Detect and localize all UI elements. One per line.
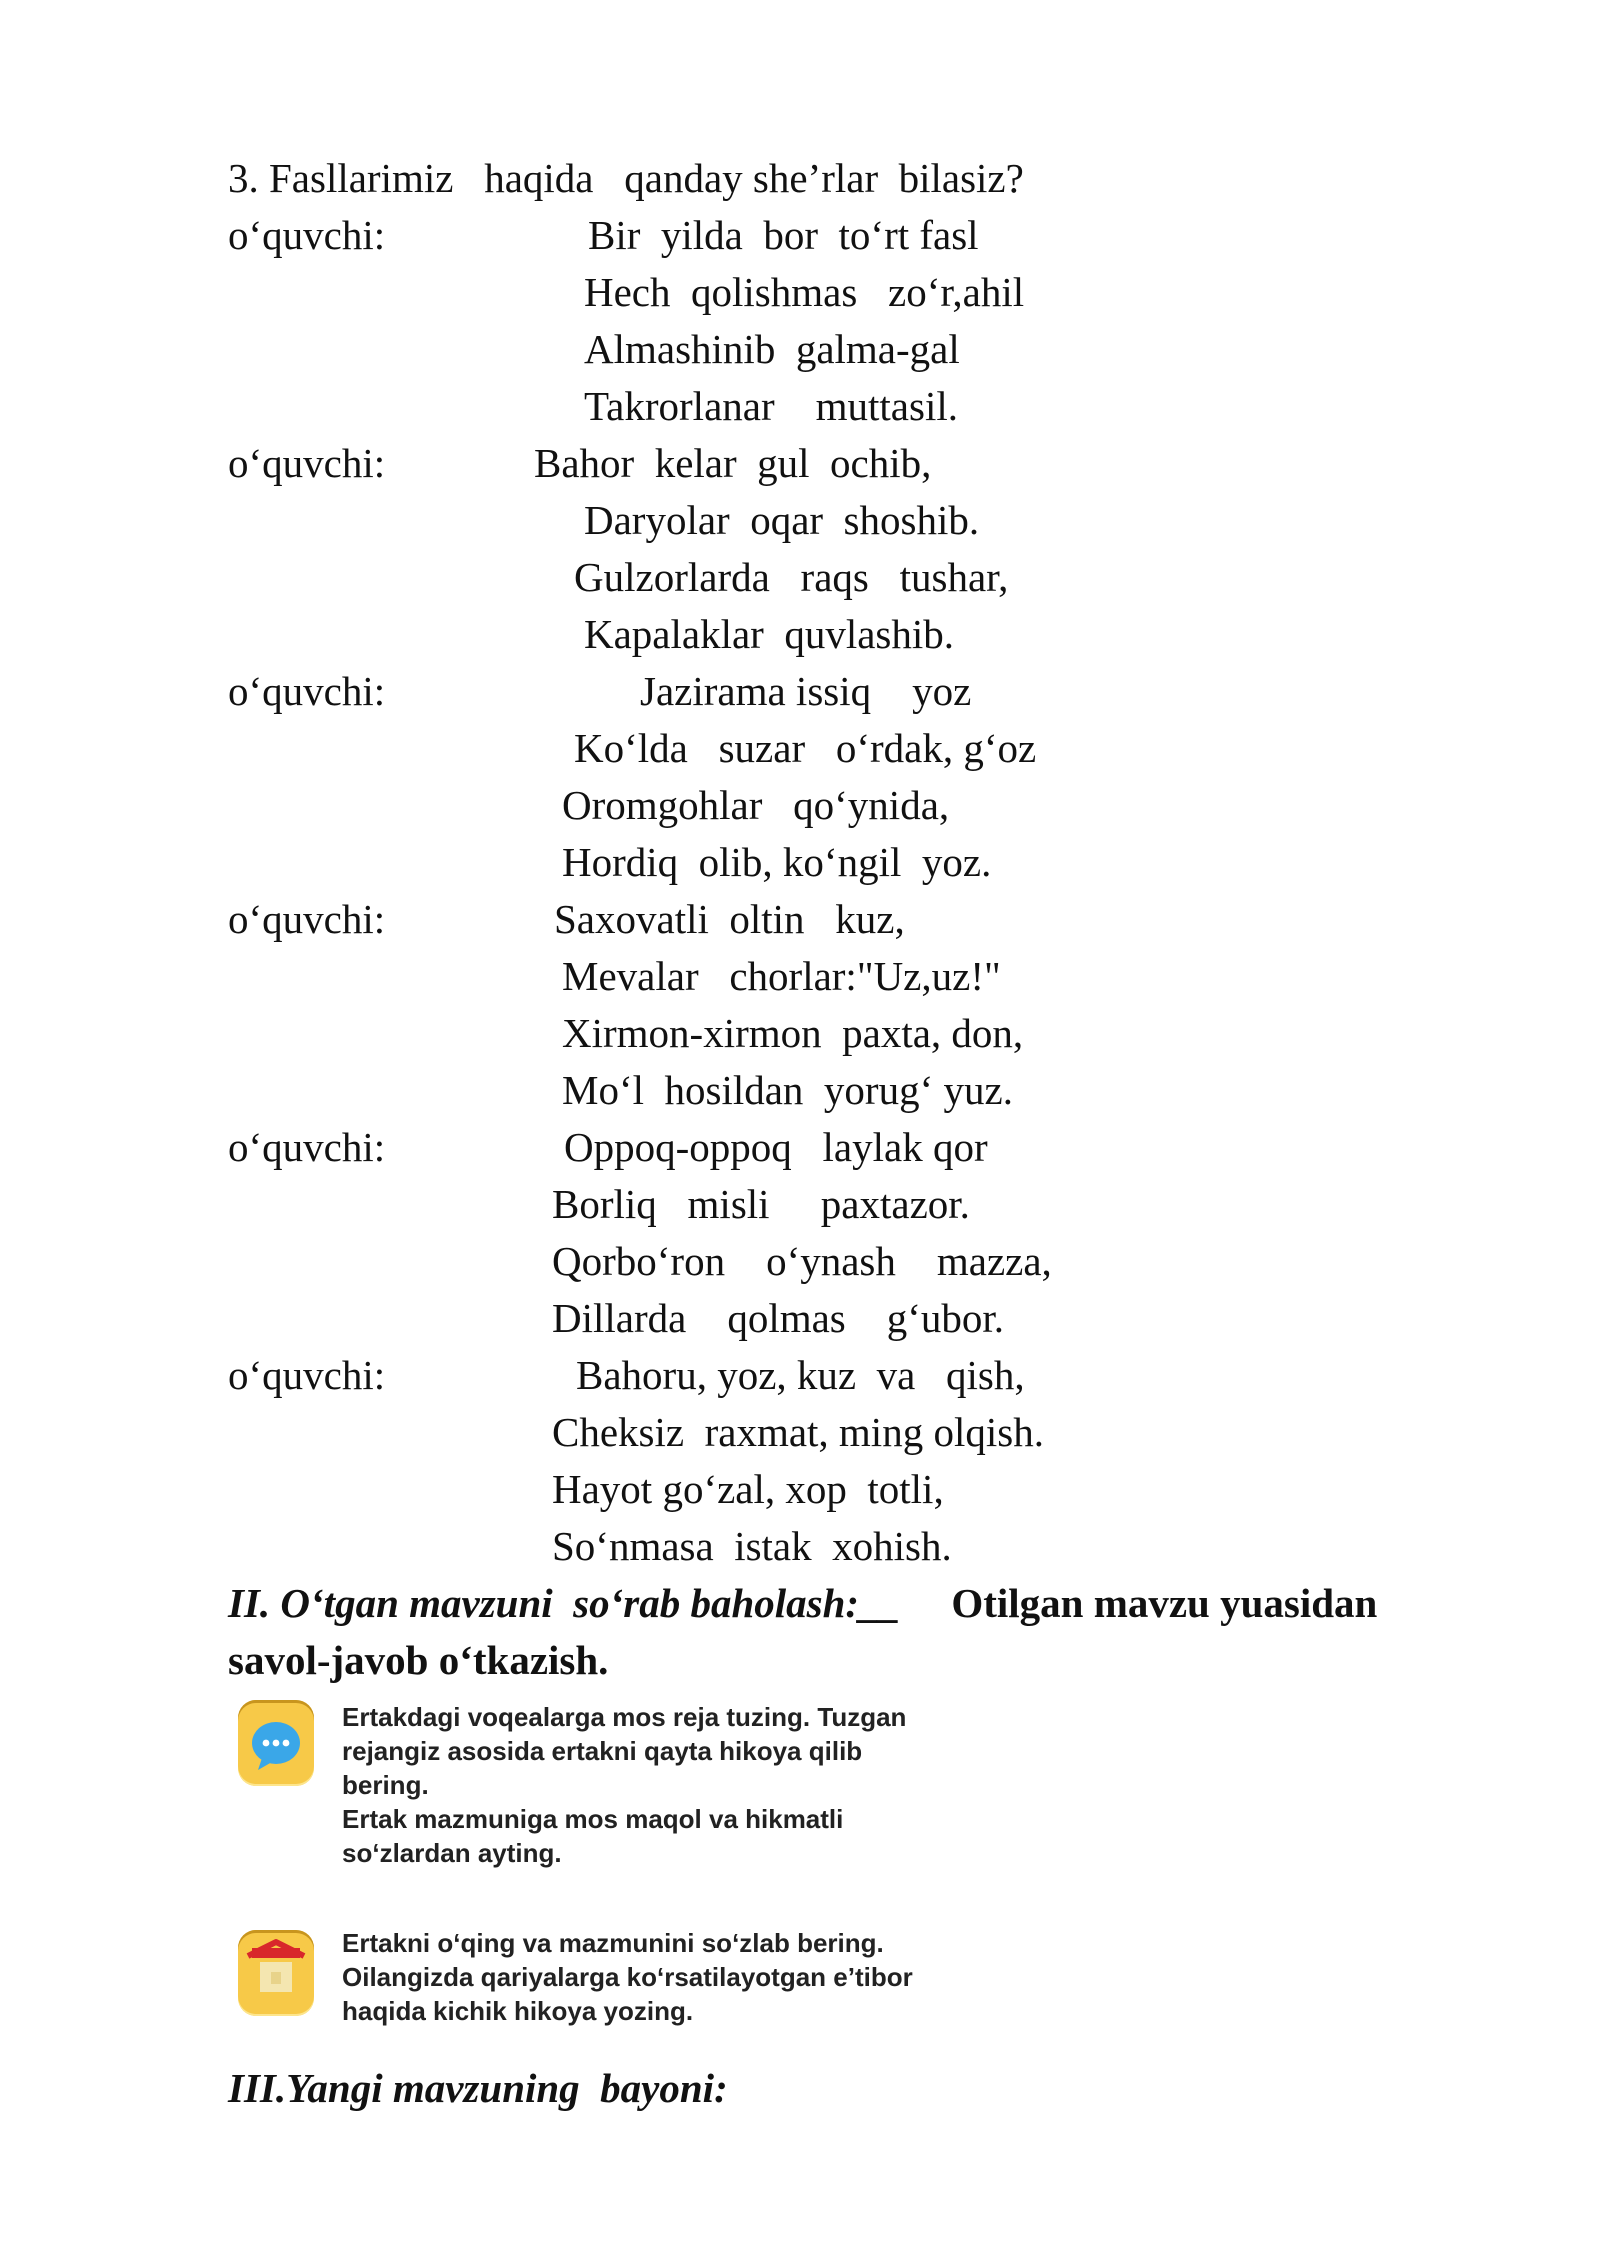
section-2-line-2: savol-javob o‘tkazish.	[228, 1637, 609, 1683]
poem-line: Bahor kelar gul ochib,	[534, 440, 932, 486]
speaker-label: o‘quvchi:	[228, 1352, 386, 1398]
poem-line: Xirmon-xirmon paxta, don,	[562, 1010, 1024, 1056]
poem-line: Kapalaklar quvlashib.	[584, 611, 955, 657]
task-line: haqida kichik hikoya yozing.	[342, 1996, 694, 2026]
poem-line: Saxovatli oltin kuz,	[554, 896, 905, 942]
task-text	[342, 1926, 1062, 2028]
section-heading-2	[228, 1575, 1377, 1632]
poem-line: Takrorlanar muttasil.	[584, 383, 958, 429]
poem-line: Mevalar chorlar:"Uz,uz!"	[562, 953, 1001, 999]
section-heading-3: III.Yangi mavzuning bayoni:	[228, 2065, 728, 2111]
poem-line: Oromgohlar qo‘ynida,	[562, 782, 950, 828]
poem-line: Jazirama issiq yoz	[640, 668, 972, 714]
speaker-label: o‘quvchi:	[228, 440, 386, 486]
poem-line: Borliq misli paxtazor.	[552, 1181, 970, 1227]
task-line: so‘zlardan ayting.	[342, 1838, 562, 1868]
task-card	[238, 1926, 998, 2036]
speaker-label: o‘quvchi:	[228, 1124, 386, 1170]
speaker-label: o‘quvchi:	[228, 212, 386, 258]
poem-line: Bahoru, yoz, kuz va qish,	[576, 1352, 1025, 1398]
poem-line: Bir yilda bor to‘rt fasl	[588, 212, 979, 258]
poem-line: Ko‘lda suzar o‘rdak, g‘oz	[574, 725, 1037, 771]
section-2-title: II. O‘tgan mavzuni so‘rab baholash:__	[228, 1580, 911, 1626]
house-icon	[238, 1930, 314, 2016]
poem-line: Mo‘l hosildan yorug‘ yuz.	[562, 1067, 1013, 1113]
question-title: 3. Fasllarimiz haqida qanday she’rlar bilasiz?	[228, 155, 1024, 201]
task-line: Ertakdagi voqealarga mos reja tuzing. Tuzgan	[342, 1702, 907, 1732]
speaker-label: o‘quvchi:	[228, 668, 386, 714]
task-line: Oilangizda qariyalarga ko‘rsatilayotgan e’tibor	[342, 1962, 913, 1992]
speaker-label: o‘quvchi:	[228, 896, 386, 942]
task-line: bering.	[342, 1770, 429, 1800]
task-line: Ertak mazmuniga mos maqol va hikmatli	[342, 1804, 844, 1834]
poem-line: Oppoq-oppoq laylak qor	[564, 1124, 988, 1170]
poem-line: Hech qolishmas zo‘r,ahil	[584, 269, 1025, 315]
poem-line: Hordiq olib, ko‘ngil yoz.	[562, 839, 992, 885]
task-line: rejangiz asosida ertakni qayta hikoya qilib	[342, 1736, 863, 1766]
task-text	[342, 1700, 1062, 1870]
poem-line: Almashinib galma-gal	[584, 326, 960, 372]
section-2-rest: Otilgan mavzu yuasidan	[910, 1580, 1378, 1626]
poem-line: Cheksiz raxmat, ming olqish.	[552, 1409, 1044, 1455]
poem-line: So‘nmasa istak xohish.	[552, 1523, 952, 1569]
chat-bubble-icon	[238, 1700, 314, 1786]
task-card	[238, 1700, 998, 1880]
poem-line: Gulzorlarda raqs tushar,	[574, 554, 1009, 600]
task-line: Ertakni o‘qing va mazmunini so‘zlab bering.	[342, 1928, 884, 1958]
poem-line: Hayot go‘zal, xop totli,	[552, 1466, 944, 1512]
poem-line: Qorbo‘ron o‘ynash mazza,	[552, 1238, 1052, 1284]
poem-line: Dillarda qolmas g‘ubor.	[552, 1295, 1005, 1341]
poem-line: Daryolar oqar shoshib.	[584, 497, 980, 543]
